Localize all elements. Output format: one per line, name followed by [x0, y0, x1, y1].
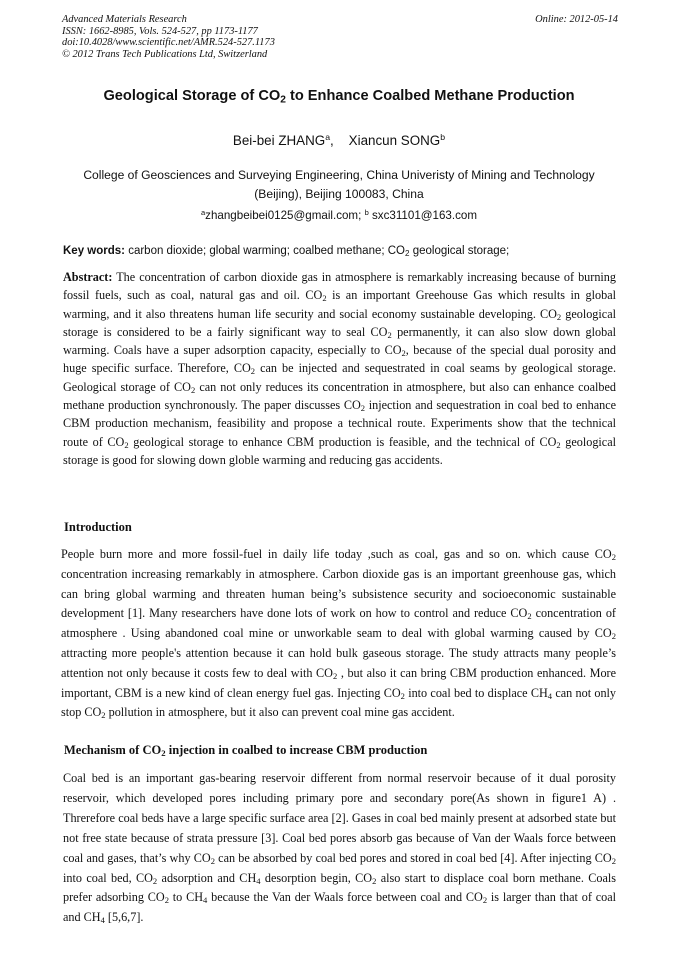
affiliation: College of Geosciences and Surveying Engineering, China Univeristy of Mining and Technology (Beijing), Beijing 100083, China — [83, 168, 595, 201]
keywords-label: Key words: — [63, 245, 125, 257]
mechanism-heading: Mechanism of $CO_2$ injection in coalbed to increase CBM production — [64, 743, 428, 759]
author-2: Xiancun SONG — [348, 133, 441, 148]
issn-line: ISSN: 1662-8985, Vols. 524-527, pp 1173-1177 — [62, 25, 258, 37]
email-a: zhangbeibei0125@gmail.com; — [205, 209, 362, 222]
email-b: sxc31101@163.com — [372, 209, 478, 222]
introduction-heading: Introduction — [64, 520, 132, 534]
abstract-label: Abstract: — [63, 270, 113, 284]
online-date: Online: 2012-05-14 — [535, 14, 618, 25]
mechanism-body: Coal bed is an important gas-bearing reservoir different from normal reservoir because of it dual porosity reservoir, which developed pores including primary pore and secondary pore(As shown in figure1 A) . Threrefore coal beds have a large specific surface area [2]. Gases in coal bed mainly present at adsorbed state but not free state because of strata pressure [3]. Coal bed pores absorb gas because of Van der Waals force between coal and gases, that’s why $CO_2$ can be absorbed by coal bed pores and stored in coal bed [4]. After injecting $CO_2$ into coal bed, $CO_2$ adsorption and $CH_4$ desorption begin, $CO_2$ also start to displace coal born methane. Coals prefer adsorbing $CO_2$ to $CH_4$ because the Van der Waals force between coal and $CO_2$ is larger than that of coal and $CH_4$ [5,6,7]. — [63, 771, 616, 926]
copyright-line: © 2012 Trans Tech Publications Ltd, Switzerland — [62, 48, 268, 60]
abstract: Abstract: The concentration of carbon dioxide gas in atmosphere is remarkably increasing because of burning fossil fuels, such as coal, natural gas and oil. $CO_2$ is an important Greehouse Gas which results in global warming, and it also threatens human life security and social economy sustainable developing. $CO_2$ geological storage is considered to be a fairly significant way to seal $CO_2$ permanently, it can also slow down global warming. Coals have a super adsorption capacity, especially to $CO_2$, because of the special dual porosity and huge specific surface. Therefore, $CO_2$ can be injected and sequestrated in coal seams by geological storage. Geological storage of $CO_2$ can not only reduces its concentration in atmosphere, but also can enhance coalbed methane production synchronously. The paper discusses $CO_2$ injection and sequestration in coal bed to enhance CBM production mechanism, feasibility and propose a technical route. Experiments show that the technical route of $CO_2$ geological storage to enhance CBM production is feasible, and the technical of $CO_2$ geological storage is good for slowing down globle warming and reducing gas accidents. — [63, 270, 617, 467]
doi-line: doi:10.4028/www.scientific.net/AMR.524-527.1173 — [62, 37, 275, 48]
introduction-body: People burn more and more fossil-fuel in daily life today ,such as coal, gas and so on. which cause $CO_2$ concentration increasing remarkably in atmosphere. Carbon dioxide gas is an important greenhouse gas, which can bring global warming and threaten human being’s subsistence security and socioeconomic sustainable development [1]. Many researchers have done lots of work on how to control and reduce $CO_2$ concentration of atmosphere . Using abandoned coal mine or unworkable seam to deal with global warming caused by $CO_2$ attracting more people's attention because it can hold bulk gaseous storage. The study attracts many people’s attention not only because it costs few to deal with $CO_2$ , but also it can bring CBM production enhanced. More important, CBM is a new kind of clean energy fuel gas. Injecting $CO_2$ into coal bed to displace $CH_4$ can not only stop $CO_2$ pollution in atmosphere, but it also can prevent coal mine gas accident. — [61, 547, 617, 721]
journal-header — [62, 14, 618, 60]
journal-name: Advanced Materials Research — [62, 14, 187, 25]
author-1: Bei-bei ZHANG — [232, 133, 326, 148]
author-list: Bei-bei ZHANG$^a$, Xiancun SONG$^b$ — [232, 132, 446, 148]
author-emails: $^a$zhangbeibei0125@gmail.com; $^b$ sxc31101@163.com — [200, 207, 478, 222]
keywords: Key words: carbon dioxide; global warming; coalbed methane; $CO_2$ geological storage; — [63, 245, 510, 258]
paper-title: Geological Storage of $CO_2$ to Enhance Coalbed Methane Production — [103, 88, 575, 106]
